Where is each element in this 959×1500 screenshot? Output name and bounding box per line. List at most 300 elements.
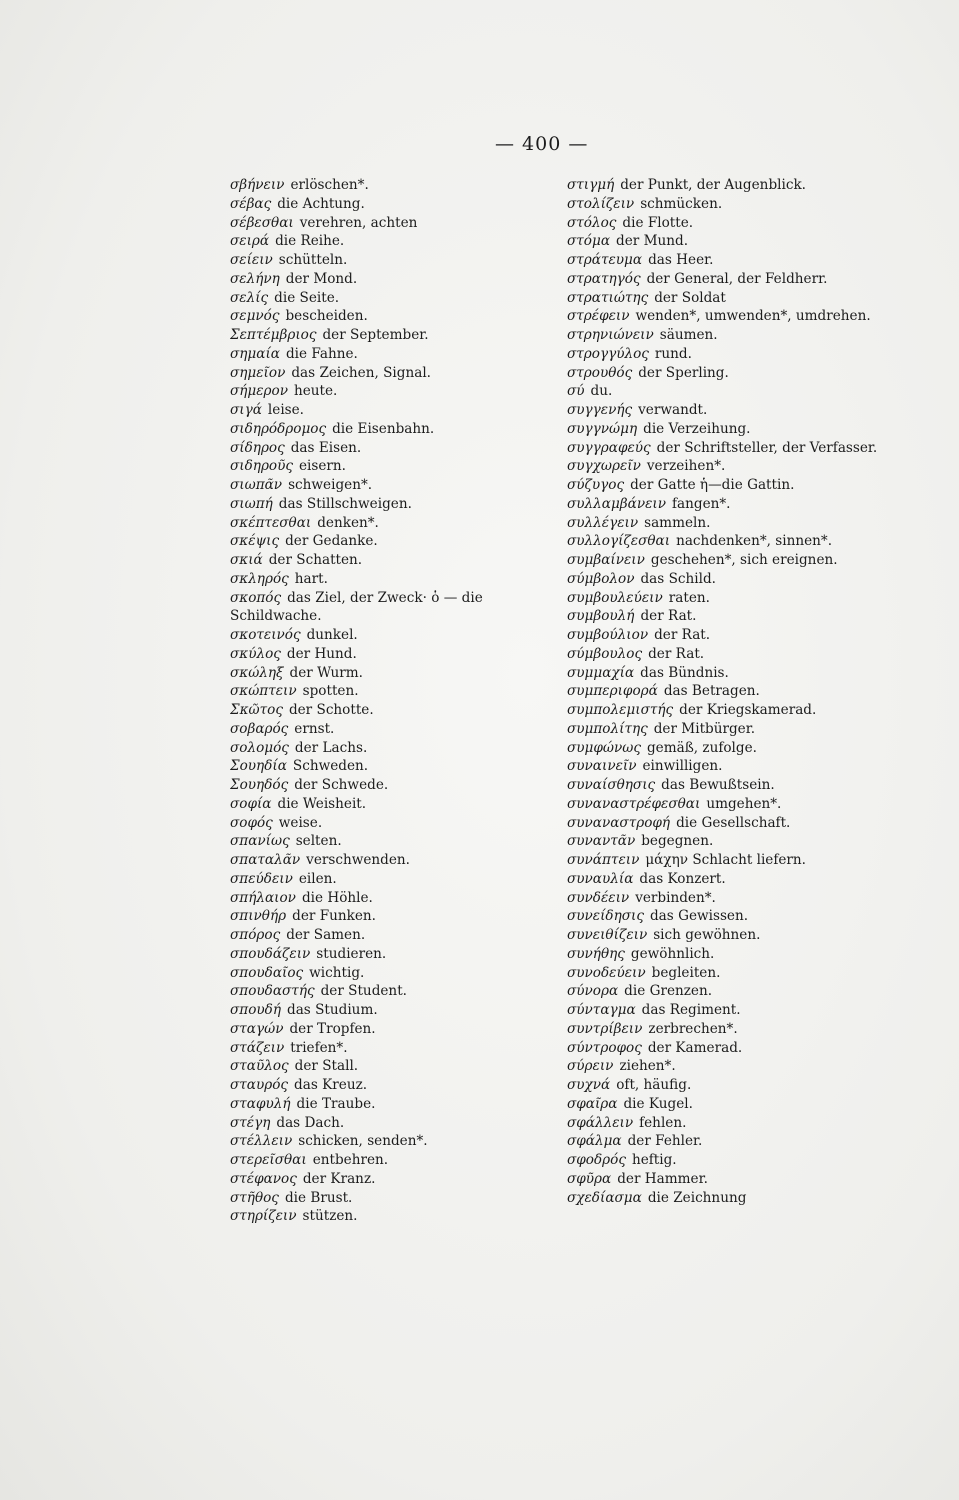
dictionary-entry — [230, 270, 560, 289]
german-translation: gewöhnlich. — [630, 945, 715, 962]
german-translation: die Grenzen. — [624, 983, 713, 1000]
greek-headword: Σκῶτος — [230, 702, 283, 718]
greek-headword: σταυρός — [230, 1077, 289, 1093]
dictionary-entry — [567, 926, 897, 945]
greek-headword: σκοτεινός — [230, 627, 301, 643]
dictionary-entry — [567, 945, 897, 964]
dictionary-entry — [230, 1170, 560, 1189]
dictionary-entry — [230, 945, 560, 964]
german-translation: du. — [590, 383, 613, 400]
right-column — [567, 176, 897, 1207]
dictionary-entry — [567, 907, 897, 926]
dictionary-entry — [567, 739, 897, 758]
greek-headword: σφάλμα — [567, 1133, 622, 1150]
german-translation: der Mond. — [285, 270, 358, 287]
german-translation: leise. — [267, 402, 305, 418]
dictionary-entry — [567, 232, 897, 251]
greek-headword: στηρίζειν — [230, 1208, 297, 1225]
german-translation: der Schwede. — [294, 777, 389, 793]
german-translation: der Stall. — [294, 1058, 359, 1075]
greek-headword: σφοδρός — [567, 1152, 626, 1168]
dictionary-entry — [230, 251, 560, 270]
greek-headword: σιωπᾶν — [230, 477, 283, 493]
dictionary-entry — [230, 832, 560, 851]
german-translation: der Gedanke. — [285, 533, 378, 550]
greek-headword: σιδηροῦς — [230, 458, 293, 475]
german-translation: sammeln. — [644, 514, 711, 531]
dictionary-entry — [567, 1095, 897, 1114]
german-translation: denken*. — [317, 514, 379, 531]
greek-headword: συμπολίτης — [567, 720, 648, 737]
german-translation: die Gesellschaft. — [676, 814, 791, 831]
german-translation: der Schriftsteller, der Verfasser. — [656, 439, 878, 456]
greek-headword: συμφώνως — [567, 739, 641, 756]
greek-headword: Σουηδία — [230, 758, 287, 775]
german-translation: selten. — [295, 833, 342, 850]
german-translation: fehlen. — [639, 1114, 687, 1131]
german-translation: das Dach. — [276, 1114, 345, 1131]
greek-headword: σύρειν — [567, 1058, 614, 1075]
dictionary-entry — [567, 1151, 897, 1170]
greek-headword: σήμερον — [230, 383, 288, 400]
dictionary-entry — [567, 701, 897, 720]
dictionary-entry — [567, 495, 897, 514]
dictionary-entry — [567, 964, 897, 983]
greek-headword: συναυλία — [567, 870, 634, 887]
german-translation: der Mund. — [616, 233, 689, 250]
greek-headword: σοφός — [230, 814, 273, 831]
german-translation: die Weisheit. — [277, 795, 367, 812]
dictionary-entry — [230, 476, 560, 495]
dictionary-entry — [230, 701, 560, 720]
german-translation: die Kugel. — [623, 1095, 693, 1112]
greek-headword: συμβουλή — [567, 608, 635, 625]
german-translation: der Rat. — [648, 645, 705, 662]
german-translation: stützen. — [302, 1208, 358, 1225]
greek-headword: στέγη — [230, 1114, 271, 1131]
greek-headword: συναναστροφή — [567, 814, 671, 831]
dictionary-entry — [230, 1132, 560, 1151]
german-translation: weise. — [278, 814, 323, 831]
dictionary-entry — [567, 270, 897, 289]
german-translation: der Funken. — [292, 908, 377, 925]
dictionary-entry — [230, 1020, 560, 1039]
greek-headword: σπήλαιον — [230, 889, 296, 906]
german-translation: der Rat. — [654, 627, 711, 643]
dictionary-entry — [567, 364, 897, 383]
greek-headword: σκοπός — [230, 589, 282, 606]
dictionary-entry — [567, 195, 897, 214]
german-translation: erlöschen*. — [290, 177, 369, 193]
greek-headword: συντρίβειν — [567, 1020, 643, 1037]
dictionary-entry — [567, 1170, 897, 1189]
greek-headword: συμβούλιον — [567, 627, 649, 643]
dictionary-entry — [230, 1039, 560, 1058]
german-translation: das Bewußtsein. — [661, 777, 775, 793]
dictionary-entry — [230, 1114, 560, 1133]
dictionary-entry — [567, 1189, 897, 1208]
german-translation: die Reihe. — [275, 233, 345, 250]
german-translation: schweigen*. — [288, 477, 373, 493]
dictionary-entry — [567, 814, 897, 833]
dictionary-entry — [567, 514, 897, 533]
greek-headword: σύνορα — [567, 983, 619, 1000]
greek-headword: συνοδεύειν — [567, 964, 646, 981]
german-translation: hart. — [294, 570, 328, 587]
german-translation: das Betragen. — [663, 683, 760, 700]
greek-headword: σύζυγος — [567, 477, 625, 493]
greek-headword: συνείδησις — [567, 908, 644, 925]
greek-headword: συναινεῖν — [567, 758, 637, 775]
german-translation: Schweden. — [292, 758, 369, 775]
german-translation: ernst. — [294, 720, 335, 737]
german-translation: begleiten. — [651, 964, 721, 981]
greek-headword: συλλογίζεσθαι — [567, 533, 671, 550]
german-translation: die Flotte. — [622, 214, 694, 231]
greek-headword: σφαῖρα — [567, 1095, 618, 1112]
dictionary-entry — [567, 551, 897, 570]
dictionary-entry — [567, 851, 897, 870]
german-translation: das Stillschweigen. — [278, 495, 412, 512]
german-translation: verschwenden. — [306, 852, 410, 868]
german-translation: schütteln. — [278, 252, 348, 268]
greek-headword: συγχωρεῖν — [567, 458, 641, 475]
greek-headword: σκύλος — [230, 645, 281, 662]
greek-headword: συλλαμβάνειν — [567, 495, 666, 512]
german-translation: verwandt. — [638, 402, 708, 418]
greek-headword: σειρά — [230, 233, 270, 250]
dictionary-entry — [567, 214, 897, 233]
dictionary-entry — [567, 1076, 897, 1095]
greek-headword: στρατηγός — [567, 270, 641, 287]
greek-headword: στερεῖσθαι — [230, 1152, 307, 1168]
greek-headword: σκιά — [230, 552, 263, 568]
german-translation: das Bündnis. — [640, 664, 729, 681]
german-translation: heute. — [294, 383, 338, 400]
dictionary-entry — [230, 739, 560, 758]
german-translation: der Kranz. — [302, 1170, 376, 1187]
german-translation: fangen*. — [671, 495, 731, 512]
dictionary-entry — [230, 870, 560, 889]
german-translation: geschehen*, sich ereignen. — [650, 552, 838, 568]
german-translation: wenden*, umwenden*, umdrehen. — [635, 308, 871, 325]
german-translation: raten. — [668, 589, 710, 606]
greek-headword: σεμνός — [230, 308, 280, 325]
greek-headword: στρουθός — [567, 364, 633, 381]
greek-headword: σπαταλᾶν — [230, 852, 301, 868]
german-translation: der Soldat — [654, 289, 726, 306]
german-translation: μάχην Schlacht liefern. — [645, 852, 806, 868]
german-translation: der Fehler. — [627, 1133, 703, 1150]
dictionary-entry — [230, 907, 560, 926]
greek-headword: συναίσθησις — [567, 777, 656, 793]
german-translation: schmücken. — [640, 195, 723, 212]
german-translation: der Mitbürger. — [653, 720, 756, 737]
german-translation: das Regiment. — [641, 1002, 741, 1018]
german-translation: der Schatten. — [268, 552, 363, 568]
dictionary-entry — [230, 664, 560, 683]
german-translation: säumen. — [659, 327, 718, 343]
dictionary-entry — [230, 1207, 560, 1226]
greek-headword: σπουδάζειν — [230, 945, 311, 962]
german-translation: das Kreuz. — [294, 1077, 368, 1093]
greek-headword: σκληρός — [230, 570, 289, 587]
dictionary-entry — [230, 964, 560, 983]
dictionary-entry — [230, 1151, 560, 1170]
greek-headword: σταγών — [230, 1020, 284, 1037]
greek-headword: συνειθίζειν — [567, 927, 648, 943]
greek-headword: στρογγύλος — [567, 345, 649, 362]
german-translation: umgehen*. — [706, 795, 782, 812]
greek-headword: σταῦλος — [230, 1058, 289, 1075]
greek-headword: συμβαίνειν — [567, 552, 645, 568]
german-translation: spotten. — [302, 683, 359, 700]
german-translation: das Eisen. — [290, 439, 362, 456]
greek-headword: σκέπτεσθαι — [230, 514, 312, 531]
dictionary-entry — [567, 1114, 897, 1133]
dictionary-entry — [230, 232, 560, 251]
dictionary-entry — [567, 757, 897, 776]
greek-headword: στρηνιώνειν — [567, 327, 654, 343]
dictionary-entry — [230, 1076, 560, 1095]
dictionary-entry — [567, 795, 897, 814]
dictionary-entry — [230, 757, 560, 776]
greek-headword: σύμβουλος — [567, 645, 643, 662]
dictionary-entry — [230, 1189, 560, 1208]
german-translation: die Eisenbahn. — [332, 420, 435, 437]
greek-headword: στάζειν — [230, 1039, 285, 1056]
dictionary-entry — [230, 570, 560, 589]
dictionary-entry — [567, 776, 897, 795]
greek-headword: σκέψις — [230, 533, 280, 550]
german-translation: der Tropfen. — [289, 1020, 376, 1037]
greek-headword: σκώπτειν — [230, 683, 297, 700]
dictionary-entry — [230, 195, 560, 214]
german-translation: rund. — [654, 345, 692, 362]
german-translation: die Achtung. — [277, 195, 365, 212]
greek-headword: συγγραφεύς — [567, 439, 651, 456]
german-translation: entbehren. — [312, 1152, 389, 1168]
greek-headword: σιωπή — [230, 495, 273, 512]
dictionary-entry — [567, 1057, 897, 1076]
greek-headword: σελήνη — [230, 270, 280, 287]
left-column — [230, 176, 560, 1226]
dictionary-entry — [567, 889, 897, 908]
greek-headword: σύντροφος — [567, 1039, 642, 1056]
greek-headword: συμπολεμιστής — [567, 702, 674, 718]
dictionary-entry — [567, 570, 897, 589]
german-translation: die Brust. — [284, 1189, 353, 1206]
german-translation: sich gewöhnen. — [653, 927, 761, 943]
dictionary-entry — [230, 495, 560, 514]
greek-headword: σπεύδειν — [230, 870, 293, 887]
dictionary-entry — [230, 307, 560, 326]
dictionary-entry — [567, 420, 897, 439]
dictionary-entry — [567, 457, 897, 476]
dictionary-entry — [567, 176, 897, 195]
greek-headword: συναναστρέφεσθαι — [567, 795, 701, 812]
dictionary-entry — [230, 214, 560, 233]
german-translation: oft, häufig. — [616, 1077, 692, 1093]
dictionary-entry — [567, 476, 897, 495]
greek-headword: σύνταγμα — [567, 1002, 636, 1018]
german-translation: gemäß, zufolge. — [646, 739, 757, 756]
greek-headword: σπόρος — [230, 927, 281, 943]
german-translation: das Konzert. — [639, 870, 726, 887]
german-translation: das Ziel, der Zweck· ὁ — die Schildwache. — [230, 589, 483, 625]
greek-headword: σείειν — [230, 252, 273, 268]
greek-headword: στέφανος — [230, 1170, 297, 1187]
dictionary-entry — [230, 720, 560, 739]
dictionary-entry — [230, 439, 560, 458]
greek-headword: σπανίως — [230, 833, 290, 850]
greek-headword: στέλλειν — [230, 1133, 293, 1150]
page-number: — 400 — — [495, 133, 589, 155]
greek-headword: συνδέειν — [567, 889, 630, 906]
german-translation: die Traube. — [296, 1095, 376, 1112]
german-translation: studieren. — [316, 945, 387, 962]
german-translation: bescheiden. — [285, 308, 368, 325]
dictionary-entry — [230, 382, 560, 401]
dictionary-entry — [230, 514, 560, 533]
dictionary-entry — [230, 814, 560, 833]
german-translation: der Punkt, der Augenblick. — [620, 177, 807, 193]
greek-headword: σβήνειν — [230, 177, 285, 193]
german-translation: das Heer. — [648, 252, 714, 268]
greek-headword: στῆθος — [230, 1189, 279, 1206]
greek-headword: συγγενής — [567, 402, 633, 418]
german-translation: der Student. — [320, 983, 407, 1000]
greek-headword: σοφία — [230, 795, 272, 812]
dictionary-entry — [567, 626, 897, 645]
german-translation: verbinden*. — [635, 889, 716, 906]
greek-headword: σπουδαστής — [230, 983, 315, 1000]
dictionary-entry — [230, 551, 560, 570]
dictionary-entry — [567, 532, 897, 551]
dictionary-entry — [230, 176, 560, 195]
german-translation: der September. — [322, 327, 429, 343]
greek-headword: σίδηρος — [230, 439, 285, 456]
dictionary-entry — [230, 364, 560, 383]
greek-headword: συναντᾶν — [567, 833, 636, 850]
german-translation: der Sperling. — [638, 364, 729, 381]
greek-headword: σημεῖον — [230, 364, 286, 381]
dictionary-entry — [230, 1095, 560, 1114]
dictionary-entry — [230, 645, 560, 664]
greek-headword: στολίζειν — [567, 195, 635, 212]
greek-headword: σοβαρός — [230, 720, 289, 737]
german-translation: das Gewissen. — [649, 908, 749, 925]
greek-headword: σκώληξ — [230, 664, 284, 681]
german-translation: der Hund. — [286, 645, 357, 662]
dictionary-entry — [230, 626, 560, 645]
greek-headword: στόμα — [567, 233, 610, 250]
dictionary-entry — [230, 1001, 560, 1020]
german-translation: der Gatte ἡ—die Gattin. — [630, 477, 795, 493]
greek-headword: σέβας — [230, 195, 272, 212]
greek-headword: σέβεσθαι — [230, 214, 294, 231]
greek-headword: σύ — [567, 383, 585, 400]
greek-headword: στόλος — [567, 214, 617, 231]
dictionary-entry — [567, 1020, 897, 1039]
german-translation: der Kriegskamerad. — [679, 702, 817, 718]
dictionary-entry — [567, 982, 897, 1001]
dictionary-entry — [567, 345, 897, 364]
greek-headword: συγγνώμη — [567, 420, 638, 437]
german-translation: die Fahne. — [285, 345, 358, 362]
german-translation: der Kamerad. — [647, 1039, 743, 1056]
german-translation: wichtig. — [309, 964, 365, 981]
greek-headword: σπουδή — [230, 1002, 281, 1018]
greek-headword: σταφυλή — [230, 1095, 291, 1112]
greek-headword: σπινθήρ — [230, 908, 287, 925]
dictionary-entry — [567, 326, 897, 345]
german-translation: einwilligen. — [642, 758, 723, 775]
german-translation: die Verzeihung. — [643, 420, 751, 437]
greek-headword: συνάπτειν — [567, 852, 640, 868]
dictionary-entry — [567, 401, 897, 420]
dictionary-entry — [567, 645, 897, 664]
greek-headword: συχνά — [567, 1077, 611, 1093]
greek-headword: σιδηρόδρομος — [230, 420, 327, 437]
dictionary-entry — [230, 345, 560, 364]
dictionary-entry — [567, 870, 897, 889]
german-translation: der Wurm. — [289, 664, 363, 681]
german-translation: der Rat. — [640, 608, 697, 625]
dictionary-entry — [567, 382, 897, 401]
dictionary-entry — [567, 720, 897, 739]
greek-headword: σπουδαῖος — [230, 964, 304, 981]
dictionary-entry — [567, 1132, 897, 1151]
dictionary-entry — [567, 1001, 897, 1020]
german-translation: die Zeichnung — [647, 1189, 747, 1206]
dictionary-entry — [567, 307, 897, 326]
dictionary-entry — [567, 289, 897, 308]
greek-headword: στράτευμα — [567, 252, 643, 268]
german-translation: nachdenken*, sinnen*. — [676, 533, 833, 550]
german-translation: der General, der Feldherr. — [646, 270, 828, 287]
dictionary-entry — [230, 420, 560, 439]
dictionary-entry — [230, 589, 560, 627]
dictionary-entry — [230, 889, 560, 908]
greek-headword: στρατιώτης — [567, 289, 649, 306]
dictionary-entry — [230, 926, 560, 945]
greek-headword: συμμαχία — [567, 664, 635, 681]
greek-headword: συμπεριφορά — [567, 683, 658, 700]
greek-headword: συμβουλεύειν — [567, 589, 663, 606]
dictionary-entry — [567, 664, 897, 683]
german-translation: der Samen. — [286, 927, 366, 943]
german-translation: das Studium. — [287, 1002, 378, 1018]
greek-headword: σημαία — [230, 345, 280, 362]
dictionary-entry — [230, 289, 560, 308]
greek-headword: σχεδίασμα — [567, 1189, 642, 1206]
greek-headword: Σεπτέμβριος — [230, 327, 317, 343]
greek-headword: σύμβολον — [567, 570, 635, 587]
dictionary-entry — [230, 457, 560, 476]
greek-headword: στιγμή — [567, 177, 615, 193]
dictionary-entry — [230, 682, 560, 701]
german-translation: dunkel. — [306, 627, 358, 643]
greek-headword: συλλέγειν — [567, 514, 639, 531]
dictionary-entry — [230, 851, 560, 870]
dictionary-entry — [567, 251, 897, 270]
german-translation: triefen*. — [290, 1039, 348, 1056]
greek-headword: Σουηδός — [230, 777, 289, 793]
german-translation: die Seite. — [274, 289, 340, 306]
dictionary-entry — [230, 776, 560, 795]
german-translation: ziehen*. — [619, 1058, 676, 1075]
